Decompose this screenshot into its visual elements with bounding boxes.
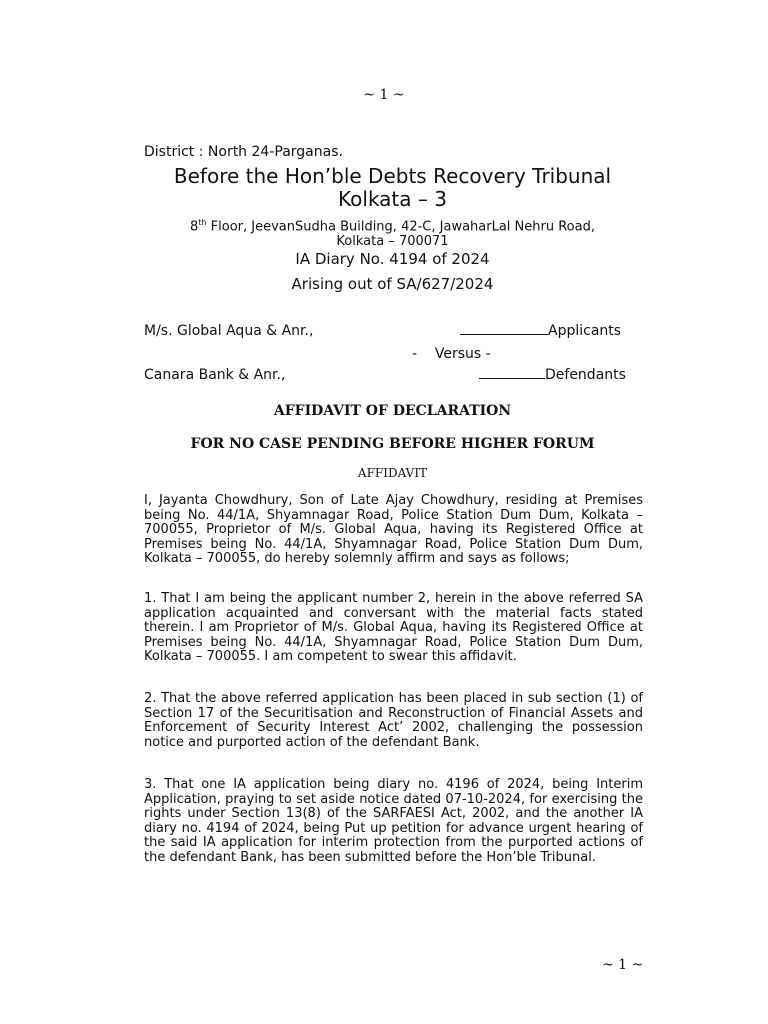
address-line1: [144, 215, 641, 234]
defendant-name: Canara Bank & Anr.,: [144, 367, 286, 383]
affidavit-heading: AFFIDAVIT OF DECLARATION: [273, 403, 512, 419]
arising-out-of: Arising out of SA/627/2024: [291, 275, 494, 293]
paragraph-1: 1. That I am being the applicant number 2, herein in the above referred SA application acquainted and conversant with the material facts stated therein. I am Proprietor of M/s. Global Aqua, having its Registered Office at Premises being No. 44/1A, Shyamnagar Road, Police Station Dum Dum, Kolkata – 700055. I am competent to swear this affidavit.: [144, 591, 643, 664]
affidavit-subject-heading: FOR NO CASE PENDING BEFORE HIGHER FORUM: [190, 436, 595, 452]
defendant-role: [479, 367, 626, 383]
applicant-role-label: Applicants: [548, 323, 622, 339]
applicant-name: M/s. Global Aqua & Anr.,: [144, 323, 314, 339]
affidavit-subheading: AFFIDAVIT: [357, 466, 428, 480]
page-number-top: ~ 1 ~: [363, 87, 405, 103]
page-number-bottom: ~ 1 ~: [602, 957, 644, 973]
paragraph-intro: I, Jayanta Chowdhury, Son of Late Ajay Chowdhury, residing at Premises being No. 44/1A, Shyamnagar Road, Police Station Dum Dum, Kolkata – 700055, Proprietor of M/s. Global Aqua, having its Registered Office at Premises being No. 44/1A, Shyamnagar Road, Police Station Dum Dum, Kolkata – 700055, do hereby solemnly affirm and says as follows;: [144, 493, 643, 566]
applicant-blank-line: [460, 323, 548, 335]
applicant-role: [460, 323, 621, 339]
address-line2: Kolkata – 700071: [336, 234, 449, 250]
tribunal-city: Kolkata – 3: [338, 187, 447, 211]
paragraph-3: 3. That one IA application being diary no. 4196 of 2024, being Interim Application, praying to set aside notice dated 07-10-2024, for exercising the rights under Section 13(8) of the SARFAESI Act, 2002, and the another IA diary no. 4194 of 2024, being Put up petition for advance urgent hearing of the said IA application for interim protection from the purported actions of the defendant Bank, has been submitted before the Hon’ble Tribunal.: [144, 777, 643, 865]
ia-diary-number: IA Diary No. 4194 of 2024: [295, 250, 490, 268]
title-block: [144, 164, 641, 249]
floor-number: 8: [190, 219, 199, 235]
paragraph-2: 2. That the above referred application has been placed in sub section (1) of Section 17 of the Securitisation and Reconstruction of Financial Assets and Enforcement of Security Interest Act’ 2002, challenging the possession notice and purported action of the defendant Bank.: [144, 691, 643, 750]
floor-suffix: th: [198, 218, 207, 227]
defendant-blank-line: [479, 367, 545, 379]
district-line: District : North 24-Parganas.: [144, 144, 343, 160]
tribunal-address: [144, 215, 641, 249]
versus-line: - Versus -: [412, 346, 491, 362]
defendant-role-label: Defendants: [545, 367, 626, 383]
tribunal-title: Before the Hon’ble Debts Recovery Tribunal: [173, 164, 612, 188]
address-line1-text: Floor, JeevanSudha Building, 42-C, JawaharLal Nehru Road,: [206, 219, 595, 235]
